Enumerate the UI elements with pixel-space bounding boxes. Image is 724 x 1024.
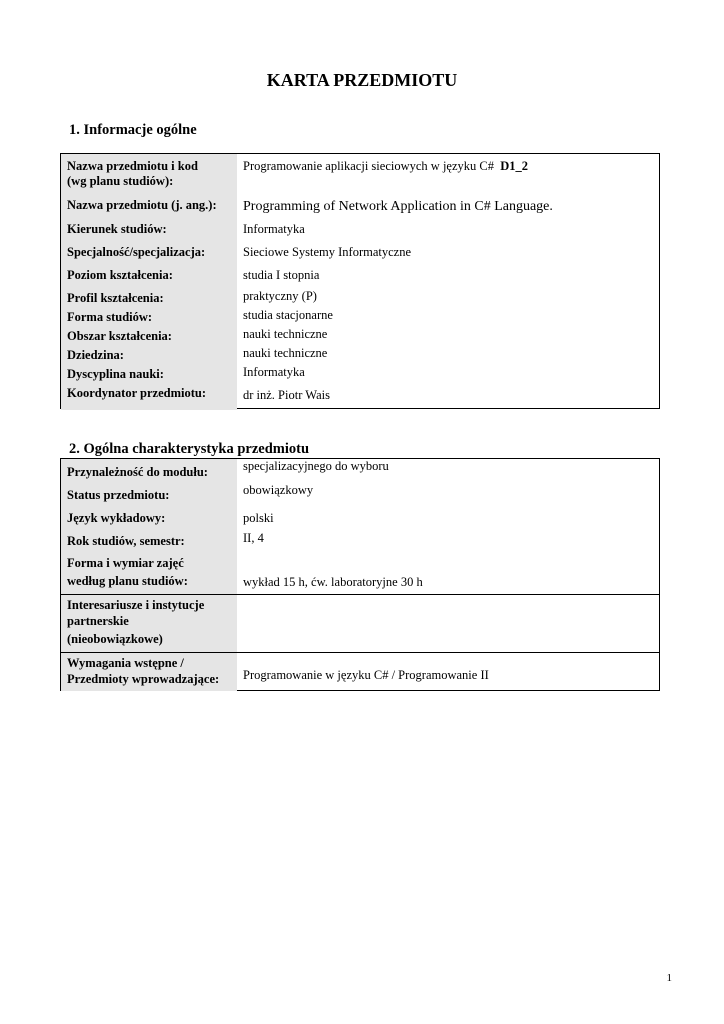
- row-label: [61, 595, 237, 652]
- label-text: Nazwa przedmiotu (j. ang.):: [67, 198, 217, 212]
- label-text: Dyscyplina nauki:: [67, 367, 164, 381]
- table-row: [61, 154, 659, 194]
- table-row: [61, 595, 659, 652]
- row-label: [61, 194, 237, 218]
- value-text: wykład 15 h, ćw. laboratoryjne 30 h: [243, 575, 423, 589]
- label-line: Interesariusze i instytucje: [67, 598, 205, 612]
- value-text: Programowanie w języku C# / Programowanie II: [243, 668, 489, 682]
- label-text: Przynależność do modułu:: [67, 465, 208, 479]
- row-label: [61, 242, 237, 264]
- label-text: Kierunek studiów:: [67, 222, 167, 236]
- row-label: [61, 554, 237, 594]
- course-code: D1_2: [500, 159, 529, 173]
- label-text: Specjalność/specjalizacja:: [67, 245, 206, 259]
- table-row: [61, 194, 659, 218]
- course-name-value: [243, 159, 528, 174]
- value-text: obowiązkowy: [243, 483, 314, 497]
- table-row: [61, 554, 659, 594]
- table-row: [61, 288, 659, 410]
- row-label-group: [61, 288, 237, 410]
- value-text: praktyczny (P): [243, 289, 317, 303]
- label-line: Przedmioty wprowadzające:: [67, 672, 220, 686]
- value-text: nauki techniczne: [243, 346, 328, 360]
- label-line: partnerskie: [67, 614, 129, 628]
- value-text: Sieciowe Systemy Informatyczne: [243, 245, 412, 259]
- table-row: [61, 483, 659, 508]
- label-line: Wymagania wstępne /: [67, 656, 184, 670]
- row-label: [61, 459, 237, 483]
- value-text: dr inż. Piotr Wais: [243, 388, 330, 402]
- section1-heading: 1. Informacje ogólne: [69, 122, 197, 138]
- row-label: [61, 154, 237, 194]
- row-label: [61, 653, 237, 691]
- label-line: Forma i wymiar zajęć: [67, 556, 184, 570]
- label-line: (wg planu studiów):: [67, 174, 174, 188]
- label-text: Dziedzina:: [67, 348, 124, 362]
- table-row: [61, 218, 659, 242]
- page-number: 1: [666, 972, 672, 984]
- label-text: Rok studiów, semestr:: [67, 534, 185, 548]
- value-text: studia I stopnia: [243, 268, 320, 282]
- section2-heading: 2. Ogólna charakterystyka przedmiotu: [69, 441, 310, 457]
- document-title: KARTA PRZEDMIOTU: [266, 70, 458, 90]
- value-text: nauki techniczne: [243, 327, 328, 341]
- label-text: Obszar kształcenia:: [67, 329, 172, 343]
- value-text: specjalizacyjnego do wyboru: [243, 459, 389, 473]
- label-text: Status przedmiotu:: [67, 488, 170, 502]
- label-text: Język wykładowy:: [67, 511, 166, 525]
- row-label: [61, 530, 237, 554]
- table-row: [61, 508, 659, 530]
- value-text: polski: [243, 511, 274, 525]
- label-text: Profil kształcenia:: [67, 291, 164, 305]
- table-row: [61, 530, 659, 554]
- value-text: Informatyka: [243, 365, 305, 379]
- label-line: (nieobowiązkowe): [67, 632, 163, 646]
- table-row: [61, 242, 659, 264]
- value-text: Informatyka: [243, 222, 305, 236]
- row-label: [61, 264, 237, 288]
- row-label: [61, 218, 237, 242]
- table-row: [61, 264, 659, 288]
- label-text: Koordynator przedmiotu:: [67, 386, 206, 400]
- value-text: Programming of Network Application in C# Language.: [243, 199, 553, 214]
- label-line: Nazwa przedmiotu i kod: [67, 159, 198, 173]
- characteristics-table: [60, 458, 660, 691]
- label-text: Poziom kształcenia:: [67, 268, 173, 282]
- row-label: [61, 508, 237, 530]
- course-name-text: Programowanie aplikacji sieciowych w języku C#: [243, 159, 494, 173]
- row-label: [61, 483, 237, 508]
- value-text: II, 4: [243, 531, 264, 545]
- label-line: według planu studiów:: [67, 574, 188, 588]
- value-text: studia stacjonarne: [243, 308, 333, 322]
- table-row: [61, 459, 659, 483]
- table-row: [61, 653, 659, 691]
- label-text: Forma studiów:: [67, 310, 153, 324]
- general-info-table: [60, 153, 660, 409]
